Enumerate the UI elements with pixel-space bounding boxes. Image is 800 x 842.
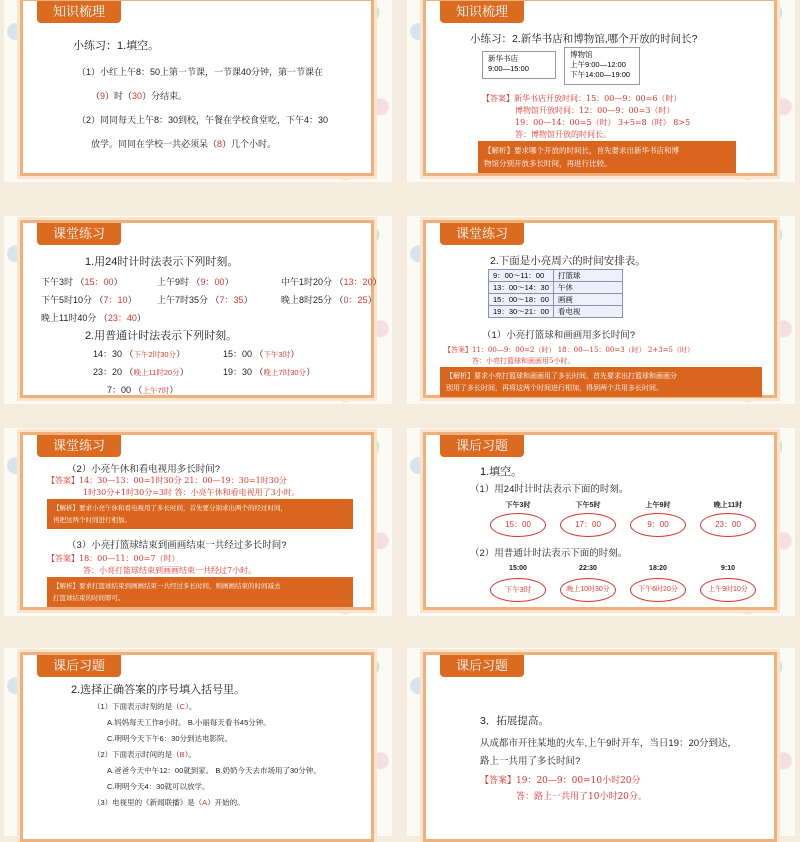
answer-oval: 下午6时20分	[630, 578, 686, 602]
conversion-item: 中午1时20分 （13：20）	[281, 277, 382, 287]
analysis-line: 物馆分别开放多长时间，再进行比较。	[484, 159, 612, 168]
exercise-title-2: 2.用普通计时法表示下列时刻。	[85, 330, 238, 342]
question-1-answer: （9）时（30）分结束。	[91, 91, 188, 101]
answer-line: 答：小亮打篮球和画画用5小时。	[472, 357, 575, 365]
analysis-line: 别用了多长时间，再将这两个时间进行相加，得到两个共用多长时间。	[446, 384, 663, 392]
slide-card	[423, 652, 777, 842]
slide-card	[423, 0, 777, 176]
slide-4	[407, 216, 795, 404]
slide-7	[4, 648, 392, 836]
exercise-title: 小练习：2.新华书店和博物馆,哪个开放的时间长?	[470, 33, 698, 45]
conversion-item: 19：30 （晚上7时30分）	[223, 367, 316, 377]
time-label: 15:00	[509, 565, 527, 572]
slide-header: 知识梳理	[37, 1, 121, 23]
time-label: 22:30	[579, 565, 597, 572]
bookstore-hours	[482, 51, 556, 79]
question-line: 路上一共用了多长时间?	[480, 756, 581, 767]
slide-card	[20, 652, 374, 842]
slide-card	[423, 220, 777, 398]
table-row: 13：00～14：30 午休	[489, 282, 623, 294]
box-hours: 9:00—15:00	[488, 64, 529, 73]
analysis-box	[478, 141, 736, 173]
question-2: （2）同同每天上午8：30到校，午餐在学校食堂吃，下午4：30	[77, 115, 329, 125]
slide-5	[4, 428, 392, 616]
question: （2）用普通计时法表示下面的时刻。	[470, 548, 628, 559]
conversion-item: 晚上8时25分 （0：25）	[281, 295, 377, 305]
analysis-line: 【解析】要求小亮午休和看电视用了多长时间，首先要分别求出两个的经过时间，	[53, 504, 287, 512]
conversion-item: 下午3时 （15：00）	[41, 277, 123, 287]
question-line: 从成都市开往某地的火车,上午9时开车，当日19：20分到达，	[480, 738, 738, 749]
choice-line: （2）下面表示时间的是（B）。	[93, 750, 196, 759]
analysis-line: 再把这两个时间进行相加。	[53, 516, 131, 524]
slide-header: 课堂练习	[37, 223, 121, 245]
analysis-box	[440, 367, 762, 397]
conversion-item: 上午9时 （9：00）	[157, 277, 234, 287]
table-row: 15：00～18：00 画画	[489, 294, 623, 306]
table-row: 19：30～21：00 看电视	[489, 306, 623, 318]
conversion-item: 下午5时10分 （7：10）	[41, 295, 137, 305]
answer-oval: 上午9时10分	[700, 578, 756, 602]
conversion-item: 7：00 （上午7时）	[107, 385, 179, 395]
answer-oval: 17：00	[560, 513, 616, 537]
slide-card	[20, 432, 374, 610]
answer-line: 【答案】新华书店开放时间：15：00—9：00=6（时）	[482, 94, 682, 103]
conversion-item: 14：30 （下午2时30分）	[93, 349, 186, 359]
conversion-item: 15：00 （下午3时）	[223, 349, 300, 359]
choice-line: A.爸爸今天中午12：00就到家。 B.奶奶今天去市场用了30分钟。	[107, 766, 321, 775]
museum-hours	[564, 47, 640, 85]
exercise-title: 2.下面是小亮周六的时间安排表。	[490, 255, 646, 267]
slide-header: 课后习题	[37, 655, 121, 677]
box-hours: 下午14:00—19:00	[570, 70, 631, 79]
slide-header: 课后习题	[440, 655, 524, 677]
time-label: 晚上11时	[713, 502, 743, 509]
answer-line: 答：路上一共用了10小时20分。	[516, 792, 647, 802]
analysis-line: 【解析】要求小亮打篮球和画画用了多长时间，首先要求出打篮球和画画分	[446, 372, 677, 380]
answer-oval: 晚上10时30分	[560, 578, 616, 602]
slide-card	[20, 220, 382, 398]
time-label: 18:20	[649, 565, 667, 572]
choice-line: （3）电视里的《新闻联播》是（A）开始的。	[93, 798, 245, 807]
box-hours: 上午9:00—12:00	[570, 60, 626, 69]
analysis-line: 【解析】要求哪个开放的时间长，首先要求出新华书店和博	[484, 146, 679, 155]
question: （1）用24时计时法表示下面的时刻。	[470, 484, 629, 495]
analysis-box	[47, 577, 353, 607]
time-label: 下午5时	[575, 502, 601, 509]
choice-line: C.明明今天下午6：30分到达电影院。	[107, 734, 233, 743]
time-label: 9:10	[720, 565, 735, 572]
answer-oval: 15：00	[490, 513, 546, 537]
time-label: 上午9时	[645, 502, 671, 509]
answer-oval: 下午3时	[490, 578, 546, 602]
slide-header: 课堂练习	[440, 223, 524, 245]
question: （1）小亮打篮球和画画用多长时间?	[482, 330, 636, 341]
answer-oval: 9：00	[630, 513, 686, 537]
slide-8	[407, 648, 795, 836]
question: （2）小亮午休和看电视用多长时间?	[67, 464, 221, 475]
exercise-title: 3．拓展提高。	[480, 715, 549, 727]
answer-line: 答：小亮打篮球结束到画画结束一共经过7小时。	[83, 566, 257, 575]
answer-oval: 23：00	[700, 513, 756, 537]
slide-header: 知识梳理	[440, 1, 524, 23]
slide-card	[20, 0, 374, 176]
box-title: 新华书店	[488, 54, 518, 63]
answer-line: 【答案】18：00—11：00=7（时）	[47, 554, 180, 563]
exercise-title: 2.选择正确答案的序号填入括号里。	[71, 684, 246, 696]
choice-line: A.妈妈每天工作8小时。 B.小丽每天看书45分钟。	[107, 718, 271, 727]
choice-line: C.明明今天4：30就可以放学。	[107, 782, 210, 791]
slide-3	[4, 216, 392, 404]
slide-1	[4, 0, 392, 182]
exercise-title: 1.用24时计时法表示下列时刻。	[85, 256, 239, 268]
answer-line: 【答案】14：30—13：00=1时30分 21：00—19：30=1时30分	[47, 476, 287, 485]
conversion-item: 晚上11时40分 （23：40）	[41, 313, 146, 323]
slide-header: 课堂练习	[37, 435, 121, 457]
slide-2	[407, 0, 795, 182]
analysis-box	[47, 499, 353, 529]
answer-line: 博物馆开放时间：12：00—9：00=3（时）	[515, 106, 675, 115]
slide-6	[407, 428, 795, 616]
schedule-table	[488, 269, 623, 318]
time-label: 下午3时	[505, 502, 531, 509]
answer-line: 19：00—14：00=5（时） 3+5=8（时） 8>5	[515, 118, 691, 127]
question: （3）小亮打篮球结束到画画结束一共经过多长时间?	[67, 540, 287, 551]
table-row: 9：00～11：00 打篮球	[489, 270, 623, 282]
conversion-item: 23：20 （晚上11时20分）	[93, 367, 189, 377]
choice-line: （1）下面表示时刻的是（C）。	[93, 702, 197, 711]
analysis-line: 【解析】要求打篮球结束到画画结束一共经过多长时间，则画画结束的时间减去	[53, 582, 281, 590]
slide-header: 课后习题	[440, 435, 524, 457]
exercise-title: 1.填空。	[480, 466, 523, 478]
box-title: 博物馆	[570, 50, 593, 59]
question-2-answer: 放学。同同在学校一共必须呆（8）几个小时。	[91, 139, 277, 149]
conversion-item: 上午7时35分 （7：35）	[157, 295, 253, 305]
slide-card	[423, 432, 777, 610]
exercise-title: 小练习：1.填空。	[73, 40, 160, 52]
answer-line: 答：博物馆开放的时间长。	[515, 130, 611, 139]
analysis-line: 打篮球结束的时间即可。	[53, 594, 125, 602]
answer-line: 【答案】11：00—9：00=2（时） 18：00—15：00=3（时） 2+3=5（时）	[444, 346, 694, 354]
answer-line: 1时30分+1时30分=3时 答：小亮午休和看电视用了3小时。	[83, 488, 300, 497]
answer-line: 【答案】19：20—9：00=10小时20分	[480, 776, 641, 786]
question-1: （1）小红上午8：50上第一节课，一节课40分钟，第一节课在	[77, 67, 324, 77]
